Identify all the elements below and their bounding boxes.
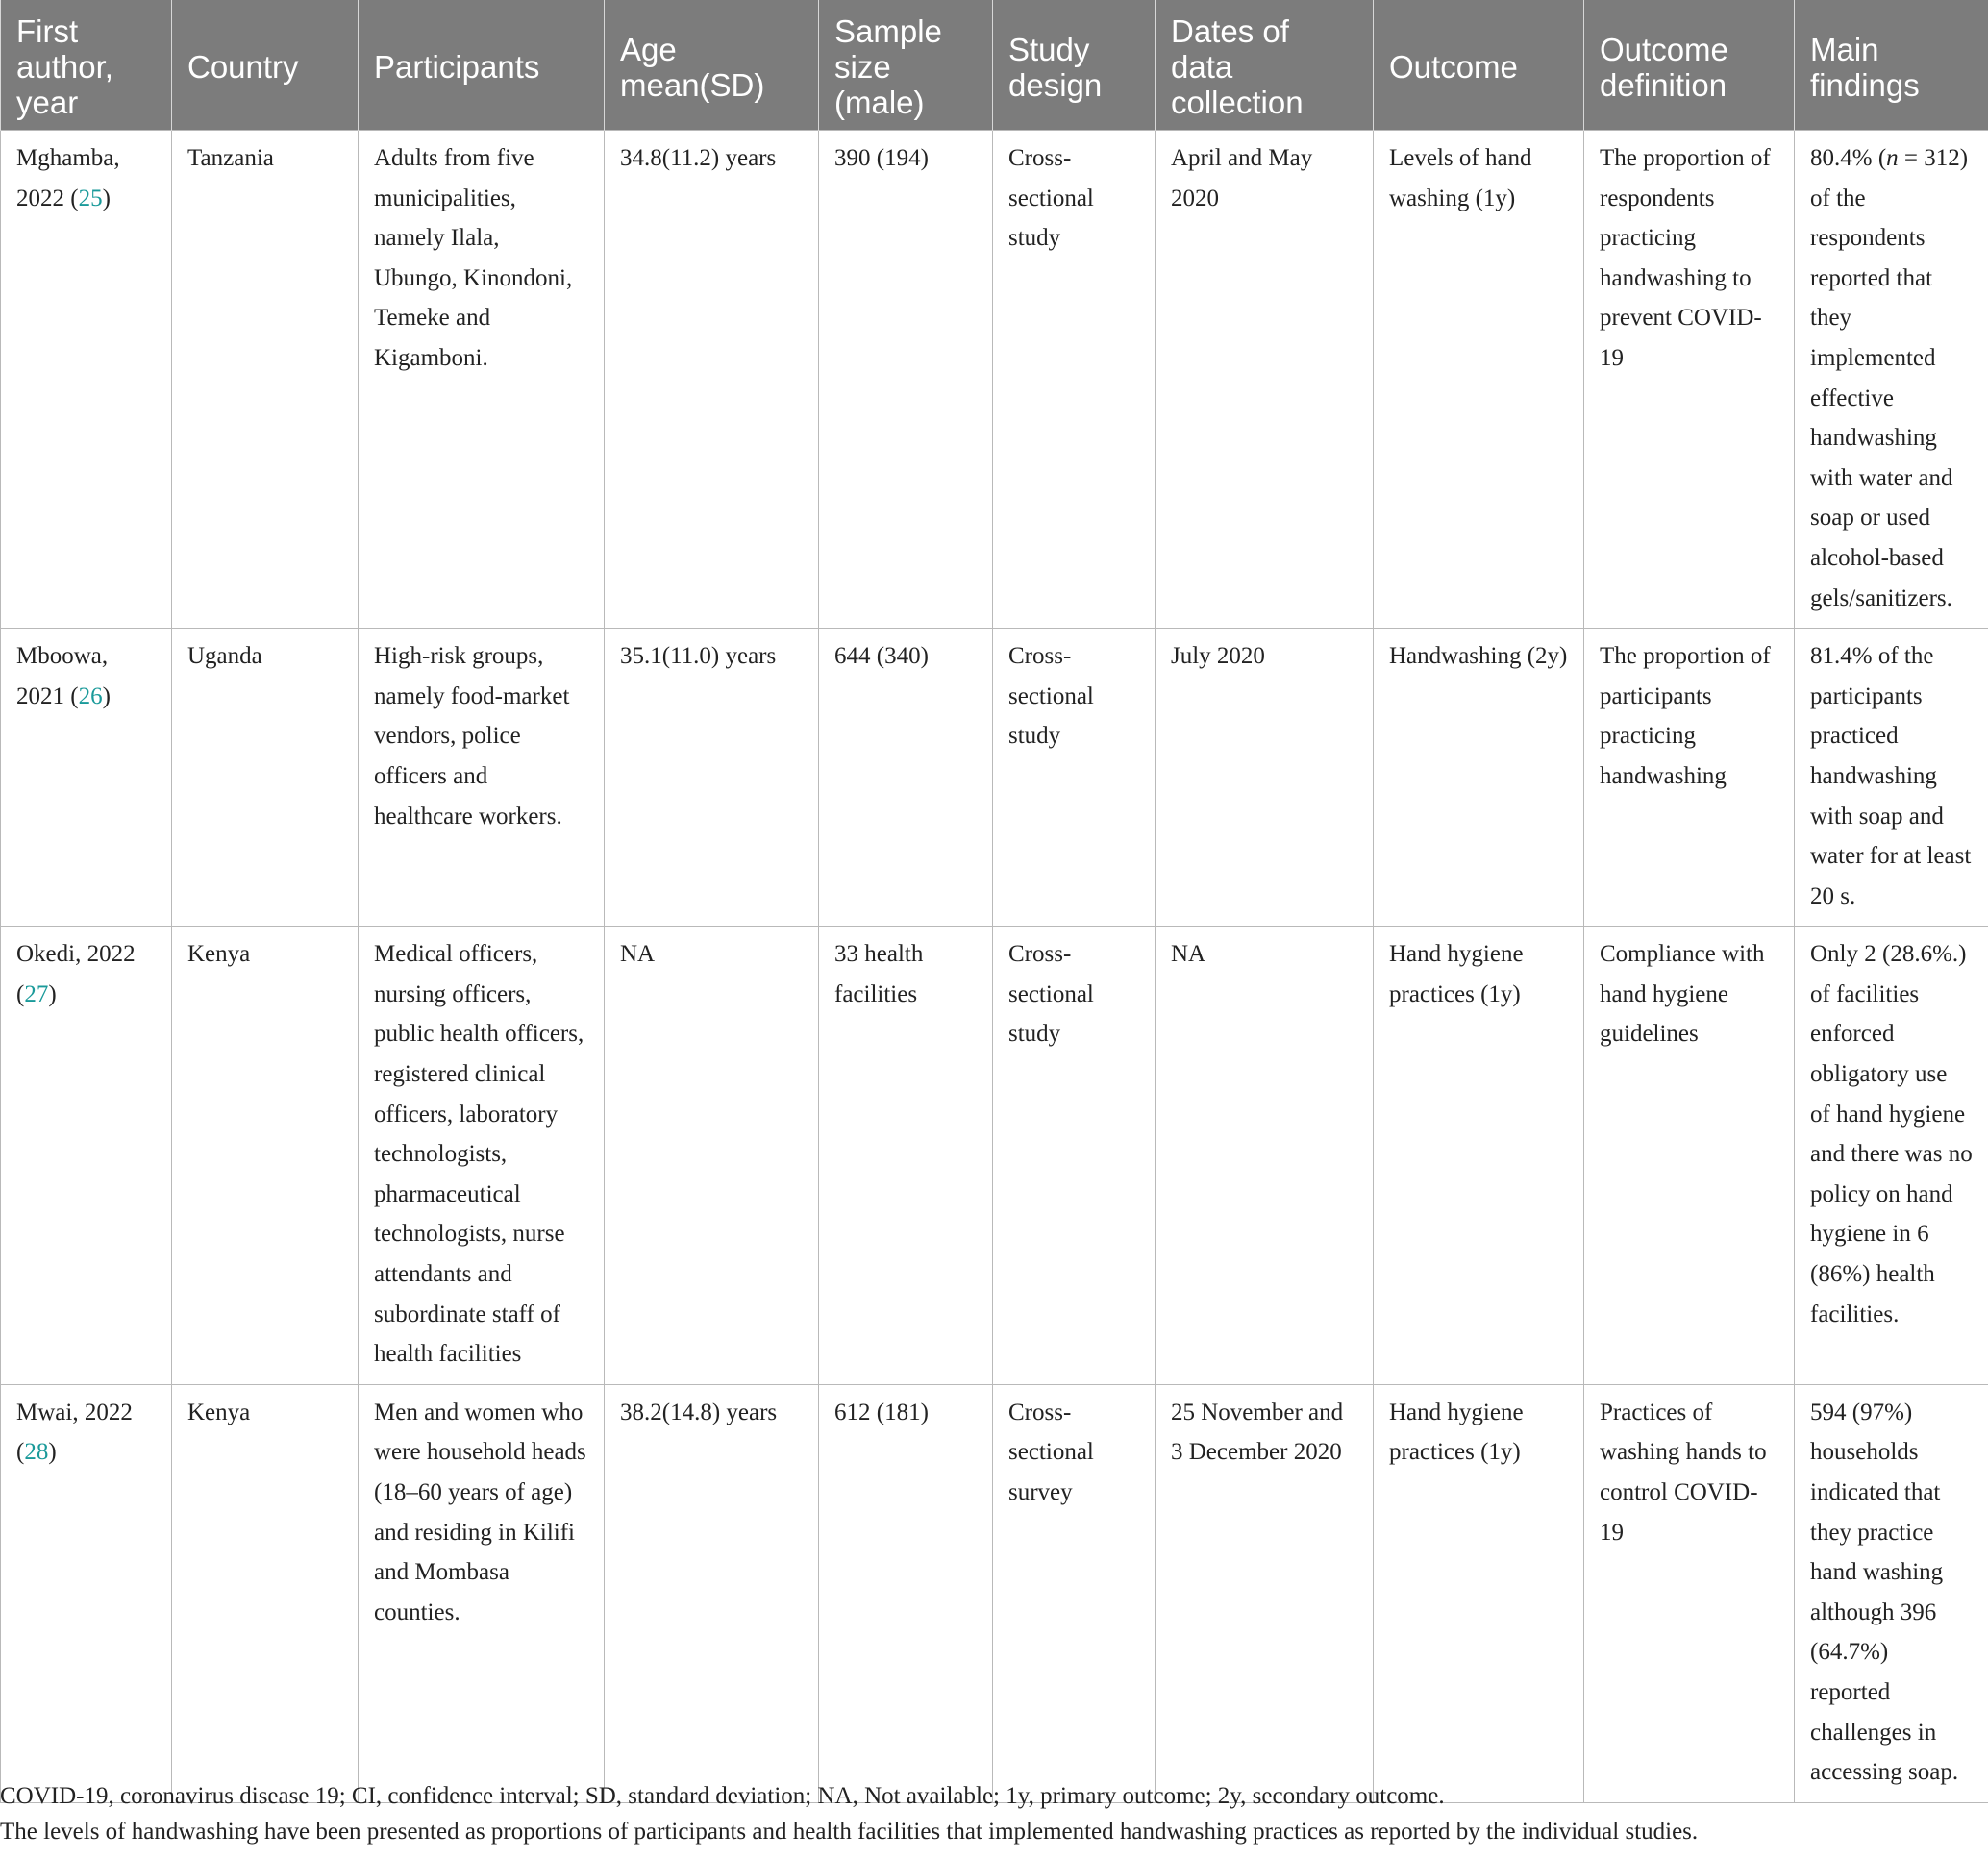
column-header-study-design: Study design xyxy=(993,0,1156,131)
outcome-cell: Hand hygiene practices (1y) xyxy=(1374,927,1584,1385)
participants-cell: Adults from five municipalities, namely Ilala, Ubungo, Kinondoni, Temeke and Kigamboni. xyxy=(359,131,605,629)
findings-text-start: 80.4% ( xyxy=(1810,145,1887,171)
dates-cell: April and May 2020 xyxy=(1156,131,1374,629)
age-cell: 35.1(11.0) years xyxy=(605,629,819,927)
country-cell: Uganda xyxy=(172,629,359,927)
column-header-first-author: First author, year xyxy=(1,0,172,131)
author-text: Mboowa, 2021 xyxy=(16,643,109,709)
reference-link[interactable]: 27 xyxy=(24,980,49,1007)
author-cell: Okedi, 2022 (27) xyxy=(1,927,172,1385)
table-row xyxy=(1,1384,1988,1802)
column-header-dates: Dates of data collection xyxy=(1156,0,1374,131)
author-text: Mwai, 2022 xyxy=(16,1399,133,1425)
levels-footnote: The levels of handwashing have been presented as proportions of participants and health facilities that implemented handwashing practices as reported by the individual studies. xyxy=(0,1819,1699,1845)
dates-cell: 25 November and 3 December 2020 xyxy=(1156,1384,1374,1802)
outcome-definition-cell: Compliance with hand hygiene guidelines xyxy=(1584,927,1795,1385)
abbreviations-footnote: COVID-19, coronavirus disease 19; CI, confidence interval; SD, standard deviation; NA, Not available; 1y, primary outcome; 2y, secondary outcome. xyxy=(0,1783,1445,1809)
sample-size-cell: 390 (194) xyxy=(819,131,993,629)
outcome-cell: Hand hygiene practices (1y) xyxy=(1374,1384,1584,1802)
column-header-country: Country xyxy=(172,0,359,131)
reference-link[interactable]: 26 xyxy=(78,682,103,709)
table-row xyxy=(1,131,1988,629)
column-header-age: Age mean(SD) xyxy=(605,0,819,131)
author-text: Okedi, 2022 xyxy=(16,941,136,968)
table-row xyxy=(1,927,1988,1385)
main-findings-cell: Only 2 (28.6%.) of facilities enforced obligatory use of hand hygiene and there was no policy on hand hygiene in 6 (86%) health facilities. xyxy=(1795,927,1988,1385)
main-findings-cell xyxy=(1795,131,1988,629)
participants-cell: Medical officers, nursing officers, public health officers, registered clinical officers, laboratory technologists, pharmaceutical technologists, nurse attendants and subordinate staff of health facilities xyxy=(359,927,605,1385)
study-design-cell: Cross-sectional survey xyxy=(993,1384,1156,1802)
findings-text-end: = 312) of the respondents reported that they implemented effective handwashing with water and soap or used alcohol-based gels/sanitizers. xyxy=(1810,145,1969,611)
country-cell: Tanzania xyxy=(172,131,359,629)
author-cell: Mghamba, 2022 (25) xyxy=(1,131,172,629)
outcome-cell: Handwashing (2y) xyxy=(1374,629,1584,927)
column-header-participants: Participants xyxy=(359,0,605,131)
header-row xyxy=(1,0,1988,131)
column-header-outcome: Outcome xyxy=(1374,0,1584,131)
study-design-cell: Cross-sectional study xyxy=(993,629,1156,927)
findings-n-symbol: n xyxy=(1886,145,1899,171)
outcome-definition-cell: The proportion of respondents practicing handwashing to prevent COVID-19 xyxy=(1584,131,1795,629)
participants-cell: High-risk groups, namely food-market vendors, police officers and healthcare workers. xyxy=(359,629,605,927)
main-findings-cell: 81.4% of the participants practiced handwashing with soap and water for at least 20 s. xyxy=(1795,629,1988,927)
outcome-definition-cell: The proportion of participants practicing handwashing xyxy=(1584,629,1795,927)
study-design-cell: Cross-sectional study xyxy=(993,927,1156,1385)
author-cell: Mboowa, 2021 (26) xyxy=(1,629,172,927)
dates-cell: July 2020 xyxy=(1156,629,1374,927)
outcome-cell: Levels of hand washing (1y) xyxy=(1374,131,1584,629)
author-text: Mghamba, 2022 xyxy=(16,145,120,211)
dates-cell: NA xyxy=(1156,927,1374,1385)
country-cell: Kenya xyxy=(172,927,359,1385)
table-row xyxy=(1,629,1988,927)
reference-link[interactable]: 25 xyxy=(78,185,103,211)
sample-size-cell: 644 (340) xyxy=(819,629,993,927)
study-design-cell: Cross-sectional study xyxy=(993,131,1156,629)
sample-size-cell: 33 health facilities xyxy=(819,927,993,1385)
participants-cell: Men and women who were household heads (18–60 years of age) and residing in Kilifi and Mombasa counties. xyxy=(359,1384,605,1802)
author-cell: Mwai, 2022 (28) xyxy=(1,1384,172,1802)
country-cell: Kenya xyxy=(172,1384,359,1802)
age-cell: NA xyxy=(605,927,819,1385)
main-findings-cell: 594 (97%) households indicated that they practice hand washing although 396 (64.7%) reported challenges in accessing soap. xyxy=(1795,1384,1988,1802)
reference-link[interactable]: 28 xyxy=(24,1439,49,1466)
column-header-main-findings: Main findings xyxy=(1795,0,1988,131)
table-footnotes xyxy=(0,1778,1988,1849)
age-cell: 34.8(11.2) years xyxy=(605,131,819,629)
age-cell: 38.2(14.8) years xyxy=(605,1384,819,1802)
column-header-outcome-definition: Outcome definition xyxy=(1584,0,1795,131)
column-header-sample-size: Sample size (male) xyxy=(819,0,993,131)
outcome-definition-cell: Practices of washing hands to control COVID-19 xyxy=(1584,1384,1795,1802)
sample-size-cell: 612 (181) xyxy=(819,1384,993,1802)
